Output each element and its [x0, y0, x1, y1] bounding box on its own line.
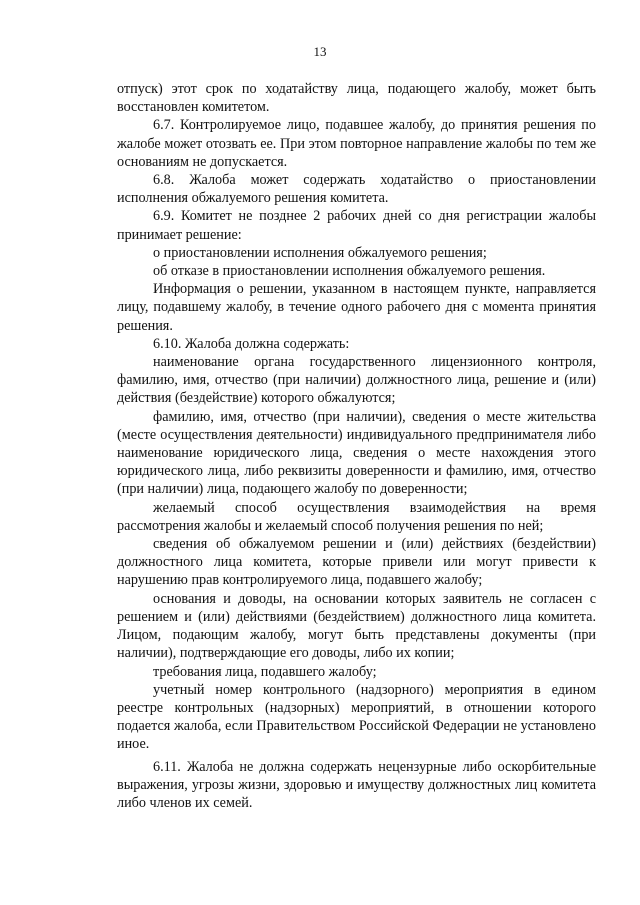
paragraph: Информация о решении, указанном в настоящем пункте, направляется лицу, подавшему жалобу, в течение одного рабочего дня с момента принятия решения. — [117, 281, 596, 334]
paragraph: 6.7. Контролируемое лицо, подавшее жалобу, до принятия решения по жалобе может отозвать ее. При этом повторное направление жалобы по тем же основаниям не допускается. — [117, 117, 596, 170]
paragraph: наименование органа государственного лицензионного контроля, фамилию, имя, отчество (при наличии) должностного лица, решение и (или) действия (бездействие) которого обжалуются; — [117, 354, 596, 407]
paragraph: 6.10. Жалоба должна содержать: — [153, 335, 350, 352]
paragraph: фамилию, имя, отчество (при наличии), сведения о месте жительства (месте осуществления деятельности) индивидуального предпринимателя либо наименование юридического лица, сведения о месте нахождения этого юридического лица, либо реквизиты доверенности и фамилию, имя, отчество (при наличии) лица, подающего жалобу по доверенности; — [117, 408, 596, 498]
paragraph: об отказе в приостановлении исполнения обжалуемого решения. — [153, 263, 546, 280]
document-body — [117, 80, 596, 812]
paragraph: сведения об обжалуемом решении и (или) действиях (бездействии) должностного лица комитета, которые привели или могут привести к нарушению прав контролируемого лица, подавшего жалобу; — [117, 536, 596, 589]
paragraph: желаемый способ осуществления взаимодействия на время рассмотрения жалобы и желаемый способ получения решения по ней; — [117, 499, 596, 534]
paragraph: учетный номер контрольного (надзорного) мероприятия в едином реестре контрольных (надзорных) мероприятий, в отношении которого подается жалоба, если Правительством Российской Федерации не установлено иное. — [117, 681, 596, 753]
paragraph: отпуск) этот срок по ходатайству лица, подающего жалобу, может быть восстановлен комитетом. — [117, 81, 596, 116]
paragraph: основания и доводы, на основании которых заявитель не согласен с решением и (или) действиями (бездействием) должностного лица комитета. Лицом, подающим жалобу, могут быть представлены документы (при наличии), подтверждающие его доводы, либо их копии; — [117, 590, 596, 662]
paragraph: 6.11. Жалоба не должна содержать нецензурные либо оскорбительные выражения, угрозы жизни, здоровью и имуществу должностных лиц комитета либо членов их семей. — [117, 758, 596, 811]
page-number: 13 — [313, 44, 327, 59]
paragraph: 6.8. Жалоба может содержать ходатайство о приостановлении исполнения обжалуемого решения комитета. — [117, 172, 596, 207]
paragraph: 6.9. Комитет не позднее 2 рабочих дней со дня регистрации жалобы принимает решение: — [117, 208, 596, 243]
paragraph: требования лица, подавшего жалобу; — [153, 663, 377, 680]
paragraph: о приостановлении исполнения обжалуемого решения; — [153, 244, 487, 261]
